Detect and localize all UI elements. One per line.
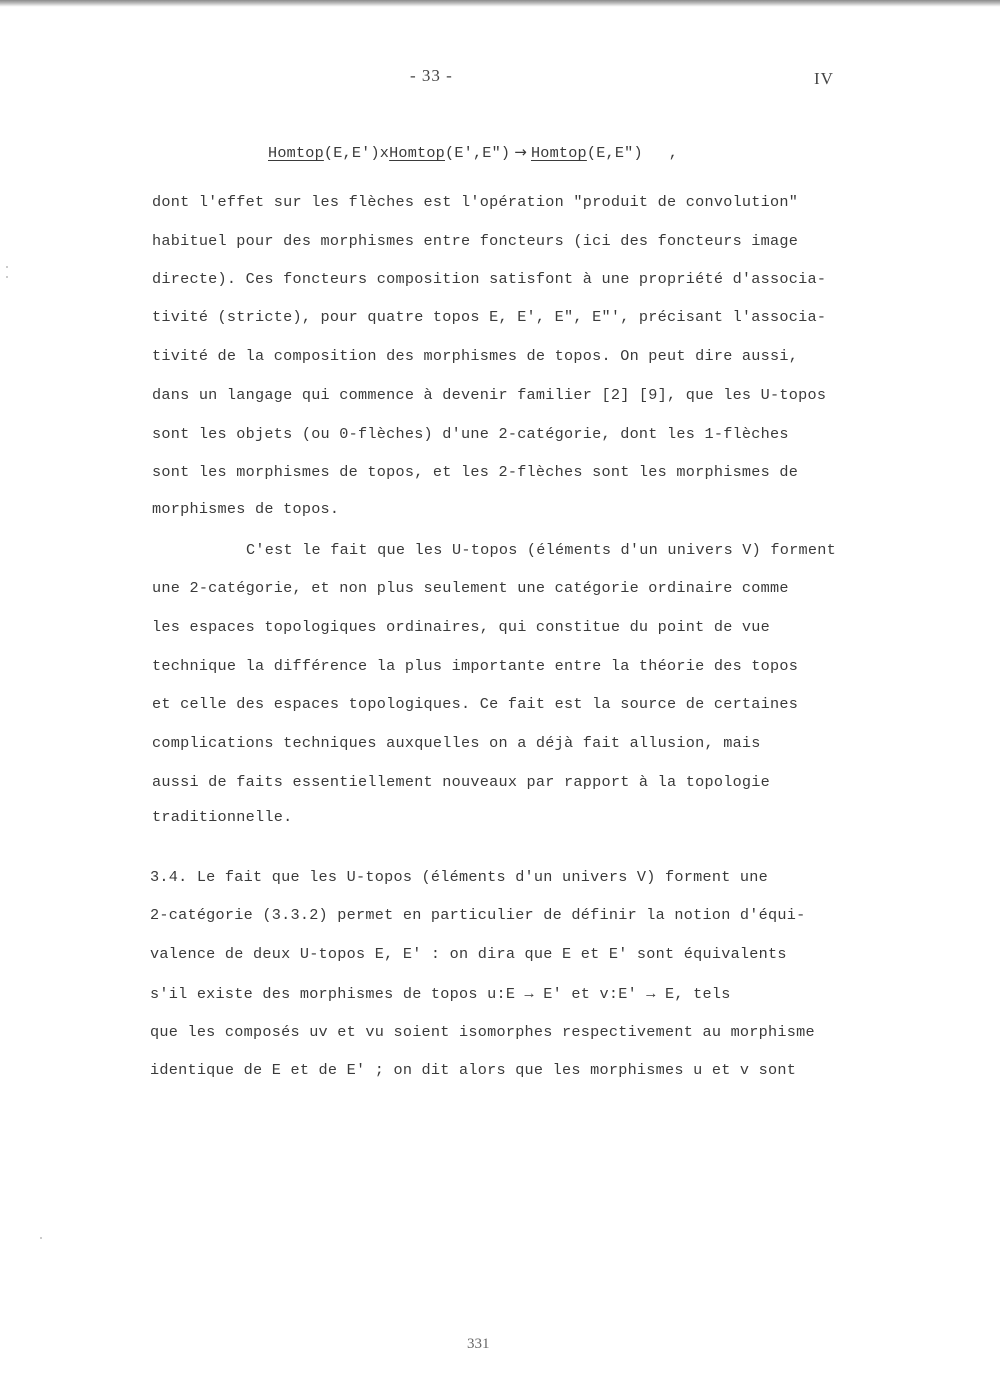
formula-homtop-2: Homtop	[389, 144, 445, 162]
paragraph1-line: habituel pour des morphismes entre foncteurs (ici des foncteurs image	[152, 232, 799, 250]
paragraph2-line: complications techniques auxquelles on a déjà fait allusion, mais	[152, 734, 761, 752]
page-number: - 33 -	[410, 66, 453, 85]
paragraph1-line: sont les objets (ou 0-flèches) d'une 2-catégorie, dont les 1-flèches	[152, 425, 789, 443]
paragraph3-line: 3.4. Le fait que les U-topos (éléments d'un univers V) forment une	[150, 868, 769, 886]
paragraph2-line: traditionnelle.	[152, 808, 293, 826]
scan-speck	[6, 266, 8, 268]
formula-trailing-comma: ,	[668, 144, 679, 162]
scan-speck	[6, 276, 8, 278]
formula-times: x	[379, 144, 390, 162]
paragraph2-line: technique la différence la plus importante entre la théorie des topos	[152, 657, 799, 675]
paragraph3-line: que les composés uv et vu soient isomorphes respectivement au morphisme	[150, 1023, 815, 1041]
formula-args-1: (E,E')	[323, 144, 380, 162]
scan-speck	[40, 1237, 42, 1239]
paragraph1-line: dans un langage qui commence à devenir familier [2] [9], que les U-topos	[152, 386, 827, 404]
paragraph3-line: 2-catégorie (3.3.2) permet en particulier de définir la notion d'équi-	[150, 906, 806, 924]
paragraph2-line: une 2-catégorie, et non plus seulement une catégorie ordinaire comme	[152, 579, 789, 597]
page-folio: 331	[467, 1336, 490, 1352]
formula-args-3: (E,E")	[586, 144, 643, 162]
formula-arrow: →	[514, 143, 527, 161]
paragraph1-line: tivité de la composition des morphismes de topos. On peut dire aussi,	[152, 347, 799, 365]
paragraph2-line: aussi de faits essentiellement nouveaux par rapport à la topologie	[152, 773, 771, 791]
chapter-numeral: IV	[814, 69, 834, 88]
formula-args-2: (E',E")	[445, 144, 511, 162]
paragraph1-line: morphismes de topos.	[152, 500, 340, 518]
paragraph3-line: valence de deux U-topos E, E' : on dira que E et E' sont équivalents	[150, 945, 787, 963]
paragraph1-line: directe). Ces foncteurs composition satisfont à une propriété d'associa-	[152, 270, 827, 288]
paragraph1-line: tivité (stricte), pour quatre topos E, E', E", E"', précisant l'associa-	[152, 308, 827, 326]
paragraph2-line: C'est le fait que les U-topos (éléments d'un univers V) forment	[246, 541, 836, 559]
formula-homtop-3: Homtop	[530, 144, 587, 162]
paragraph2-line: et celle des espaces topologiques. Ce fait est la source de certaines	[152, 695, 799, 713]
paragraph3-line: s'il existe des morphismes de topos u:E → E' et v:E' → E, tels	[150, 985, 731, 1003]
paragraph1-line: dont l'effet sur les flèches est l'opération "produit de convolution"	[152, 193, 799, 211]
formula-homtop-1: Homtop	[268, 144, 324, 162]
composition-formula	[268, 142, 678, 163]
paragraph2-line: les espaces topologiques ordinaires, qui constitue du point de vue	[152, 618, 771, 636]
page-header	[0, 66, 1000, 90]
paragraph3-line: identique de E et de E' ; on dit alors que les morphismes u et v sont	[150, 1061, 797, 1079]
paragraph1-line: sont les morphismes de topos, et les 2-flèches sont les morphismes de	[152, 463, 799, 481]
